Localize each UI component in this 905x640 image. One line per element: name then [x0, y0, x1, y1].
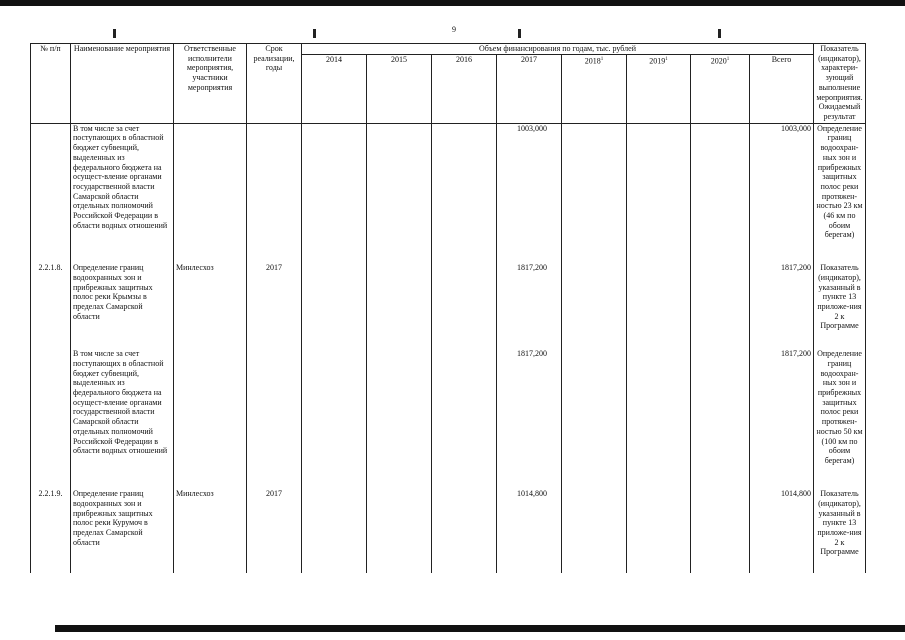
row-indicator: Определение границ водоохран-ных зон и прибрежных защитных полос реки протяжен-ностью 50 км (100 км по обоим берегам)	[814, 349, 866, 489]
header-year: 2019	[649, 56, 666, 66]
row-name: В том числе за счет поступающих в областной бюджет субвенций, выделенных из федерального бюджета на осущест-вление органами государственной власти Самарской области отдельных полномочий Российской Федерации в области водных отношений	[71, 349, 174, 489]
header-term: Срок реализации, годы	[247, 44, 302, 124]
header-year: 2015	[391, 54, 407, 64]
header-indicator: Показатель (индикатор), характери-зующий выполнение мероприятия. Ожидаемый результат	[814, 44, 866, 124]
table-row	[31, 349, 866, 489]
table-row	[31, 489, 866, 573]
top-scan-border-2	[470, 0, 905, 3]
row-total: 1003,000	[750, 123, 814, 263]
row-responsible: Минлесхоз	[174, 263, 247, 349]
row-responsible	[174, 123, 247, 263]
header-name: Наименование мероприятия	[71, 44, 174, 124]
row-term: 2017	[247, 263, 302, 349]
binding-mark	[113, 29, 116, 38]
footnote-mark: 1	[600, 56, 604, 62]
bottom-scan-border	[55, 625, 905, 632]
row-num: 2.2.1.9.	[31, 489, 71, 573]
binding-mark	[518, 29, 521, 38]
header-year: 2016	[456, 54, 472, 64]
row-num	[31, 349, 71, 489]
header-year: 2014	[326, 54, 342, 64]
binding-mark	[718, 29, 721, 38]
row-term	[247, 349, 302, 489]
row-name: Определение границ водоохранных зон и прибрежных защитных полос реки Крымзы в пределах Самарской области	[71, 263, 174, 349]
header-responsible: Ответственные исполнители мероприятия, участники мероприятия	[174, 44, 247, 124]
row-num: 2.2.1.8.	[31, 263, 71, 349]
header-num: № п/п	[31, 44, 71, 124]
row-responsible	[174, 349, 247, 489]
row-total: 1817,200	[750, 263, 814, 349]
row-term: 2017	[247, 489, 302, 573]
row-total: 1817,200	[750, 349, 814, 489]
page-number: 9	[452, 25, 456, 34]
table-row	[31, 263, 866, 349]
row-term	[247, 123, 302, 263]
binding-mark	[313, 29, 316, 38]
row-name: Определение границ водоохранных зон и прибрежных защитных полос реки Курумоч в пределах Самарской области	[71, 489, 174, 573]
table-row	[31, 123, 866, 263]
header-total: Всего	[750, 54, 814, 123]
header-year: 2020	[710, 56, 727, 66]
row-responsible: Минлесхоз	[174, 489, 247, 573]
row-indicator: Определение границ водоохран-ных зон и прибрежных защитных полос реки протяжен-ностью 23 км (46 км по обоим берегам)	[814, 123, 866, 263]
row-2017-value: 1817,200	[497, 349, 562, 489]
row-2017-value: 1014,800	[497, 489, 562, 573]
header-year: 2017	[521, 54, 537, 64]
row-name: В том числе за счет поступающих в областной бюджет субвенций, выделенных из федерального бюджета на осущест-вление органами государственной власти Самарской области отдельных полномочий Российской Федерации в области водных отношений	[71, 123, 174, 263]
row-2017-value: 1817,200	[497, 263, 562, 349]
footnote-mark: 1	[665, 56, 668, 62]
header-funding: Объем финансирования по годам, тыс. рублей	[302, 44, 814, 55]
row-total: 1014,800	[750, 489, 814, 573]
row-num	[31, 123, 71, 263]
row-indicator: Показатель (индикатор), указанный в пункте 13 приложе-ния 2 к Программе	[814, 263, 866, 349]
row-2017-value: 1003,000	[497, 123, 562, 263]
row-indicator: Показатель (индикатор), указанный в пункте 13 приложе-ния 2 к Программе	[814, 489, 866, 573]
footnote-mark: 1	[726, 56, 730, 62]
funding-table	[30, 43, 866, 573]
header-year: 2018	[584, 56, 601, 66]
